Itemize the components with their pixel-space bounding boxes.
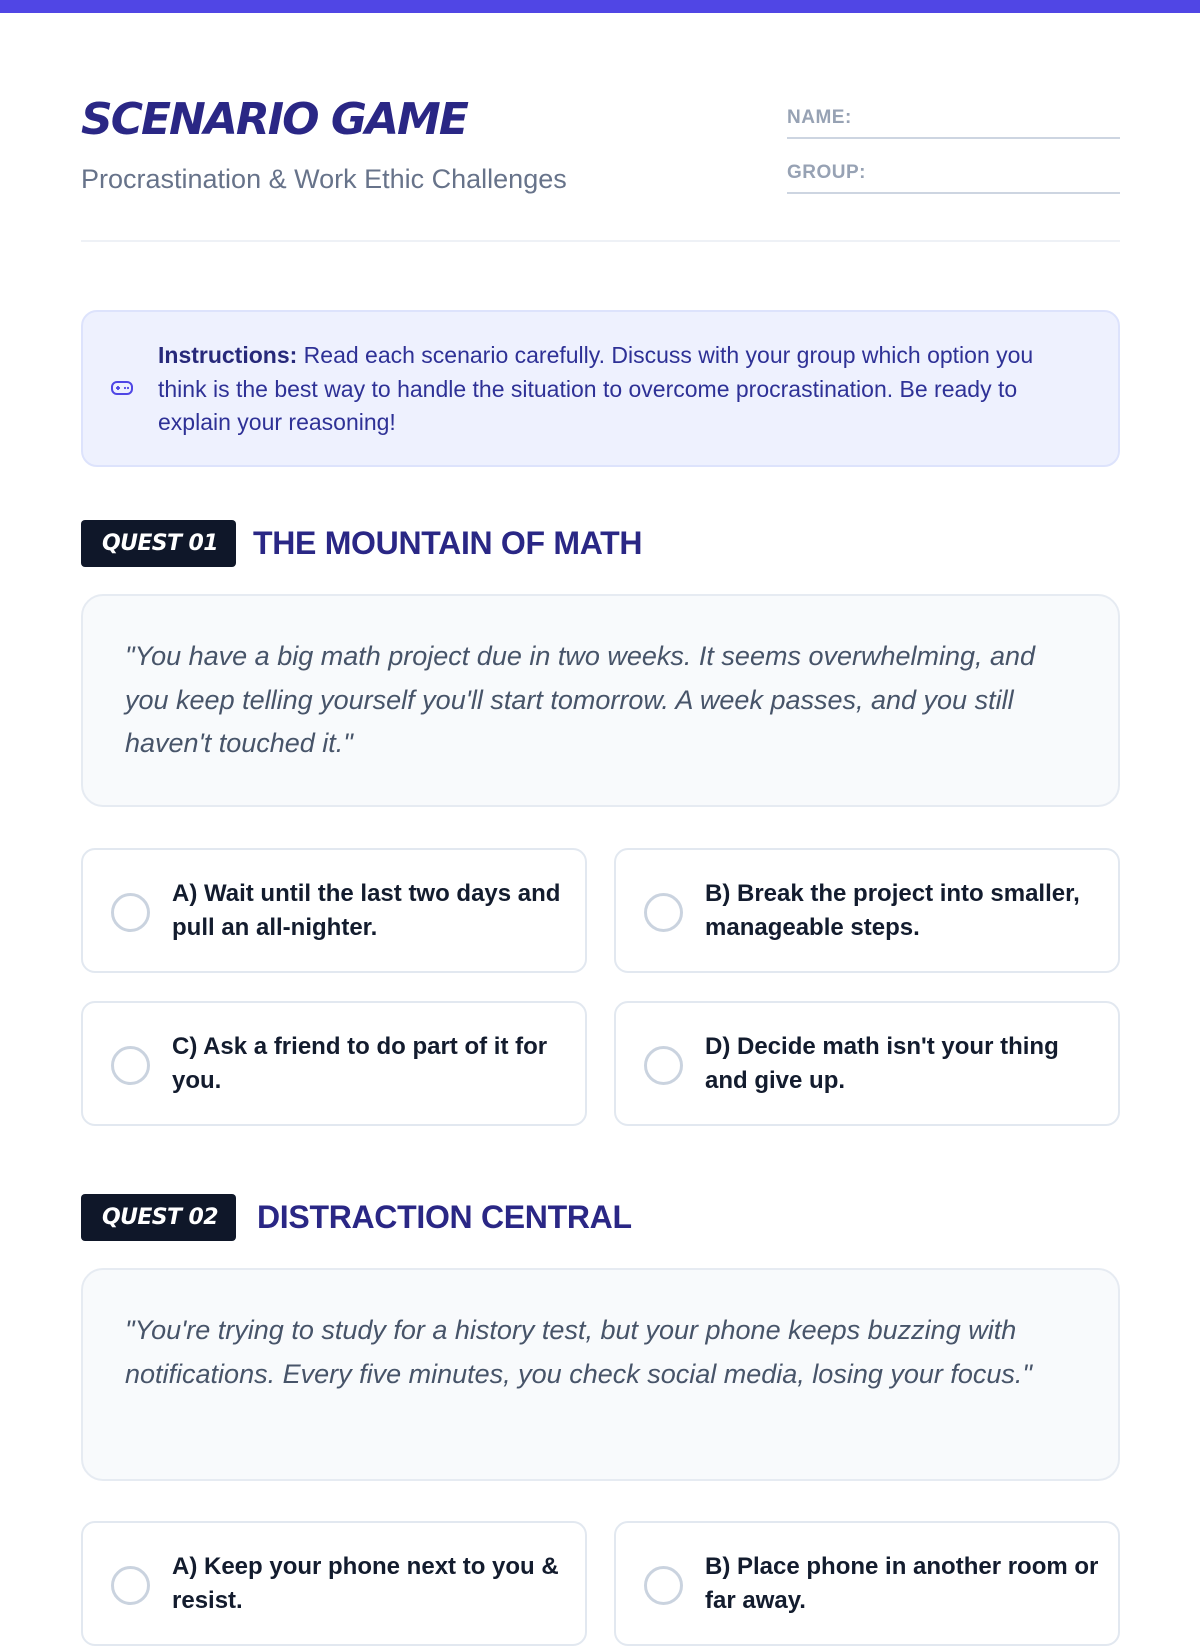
instructions-text: [158, 339, 1078, 440]
group-label: GROUP:: [787, 162, 866, 183]
name-label: NAME:: [787, 107, 852, 128]
option-card[interactable]: [81, 848, 587, 973]
option-label: A) Keep your phone next to you & resist.: [172, 1553, 559, 1614]
radio-button[interactable]: [111, 893, 150, 932]
instructions-lead: Instructions:: [158, 342, 298, 368]
scenario-box: [81, 1268, 1120, 1481]
worksheet-page: [81, 0, 1120, 1614]
radio-button[interactable]: [644, 1046, 683, 1085]
radio-button[interactable]: [644, 893, 683, 932]
option-label: C) Ask a friend to do part of it for you.: [172, 1033, 548, 1094]
scenario-text: "You have a big math project due in two weeks. It seems overwhelming, and you keep telling yourself you'll start tomorrow. A week passes, and you still haven't touched it.": [125, 641, 1036, 758]
option-label: A) Wait until the last two days and pull an all-nighter.: [172, 880, 561, 941]
quest-badge: QUEST 02: [81, 1194, 236, 1241]
radio-button[interactable]: [644, 1566, 683, 1605]
option-card[interactable]: [614, 1001, 1120, 1126]
instructions-box: [81, 310, 1120, 467]
quest-header: [81, 520, 1120, 567]
quest-title: THE MOUNTAIN OF MATH: [253, 525, 643, 561]
radio-button[interactable]: [111, 1566, 150, 1605]
option-card[interactable]: [81, 1521, 587, 1646]
scenario-box: [81, 594, 1120, 807]
quest-title: DISTRACTION CENTRAL: [257, 1199, 632, 1235]
option-card[interactable]: [81, 1001, 587, 1126]
option-card[interactable]: [614, 848, 1120, 973]
radio-button[interactable]: [111, 1046, 150, 1085]
name-field[interactable]: [787, 107, 1120, 139]
quest-header: [81, 1194, 1120, 1241]
option-label: B) Break the project into smaller, manageable steps.: [705, 880, 1080, 941]
option-label: D) Decide math isn't your thing and give up.: [705, 1033, 1059, 1094]
gamepad-icon: [111, 381, 133, 395]
quest-badge: QUEST 01: [81, 520, 236, 567]
group-field[interactable]: [787, 162, 1120, 194]
page-title: SCENARIO GAME: [81, 94, 467, 145]
page-subtitle: Procrastination & Work Ethic Challenges: [81, 164, 567, 194]
header-divider: [81, 240, 1120, 242]
option-label: B) Place phone in another room or far away.: [705, 1553, 1099, 1614]
option-card[interactable]: [614, 1521, 1120, 1646]
scenario-text: "You're trying to study for a history test, but your phone keeps buzzing with notifications. Every five minutes, you check social media, losing your focus.": [125, 1315, 1032, 1389]
instructions-body: Read each scenario carefully. Discuss with your group which option you think is the best way to handle the situation to overcome procrastination. Be ready to explain your reasoning!: [158, 342, 1034, 435]
